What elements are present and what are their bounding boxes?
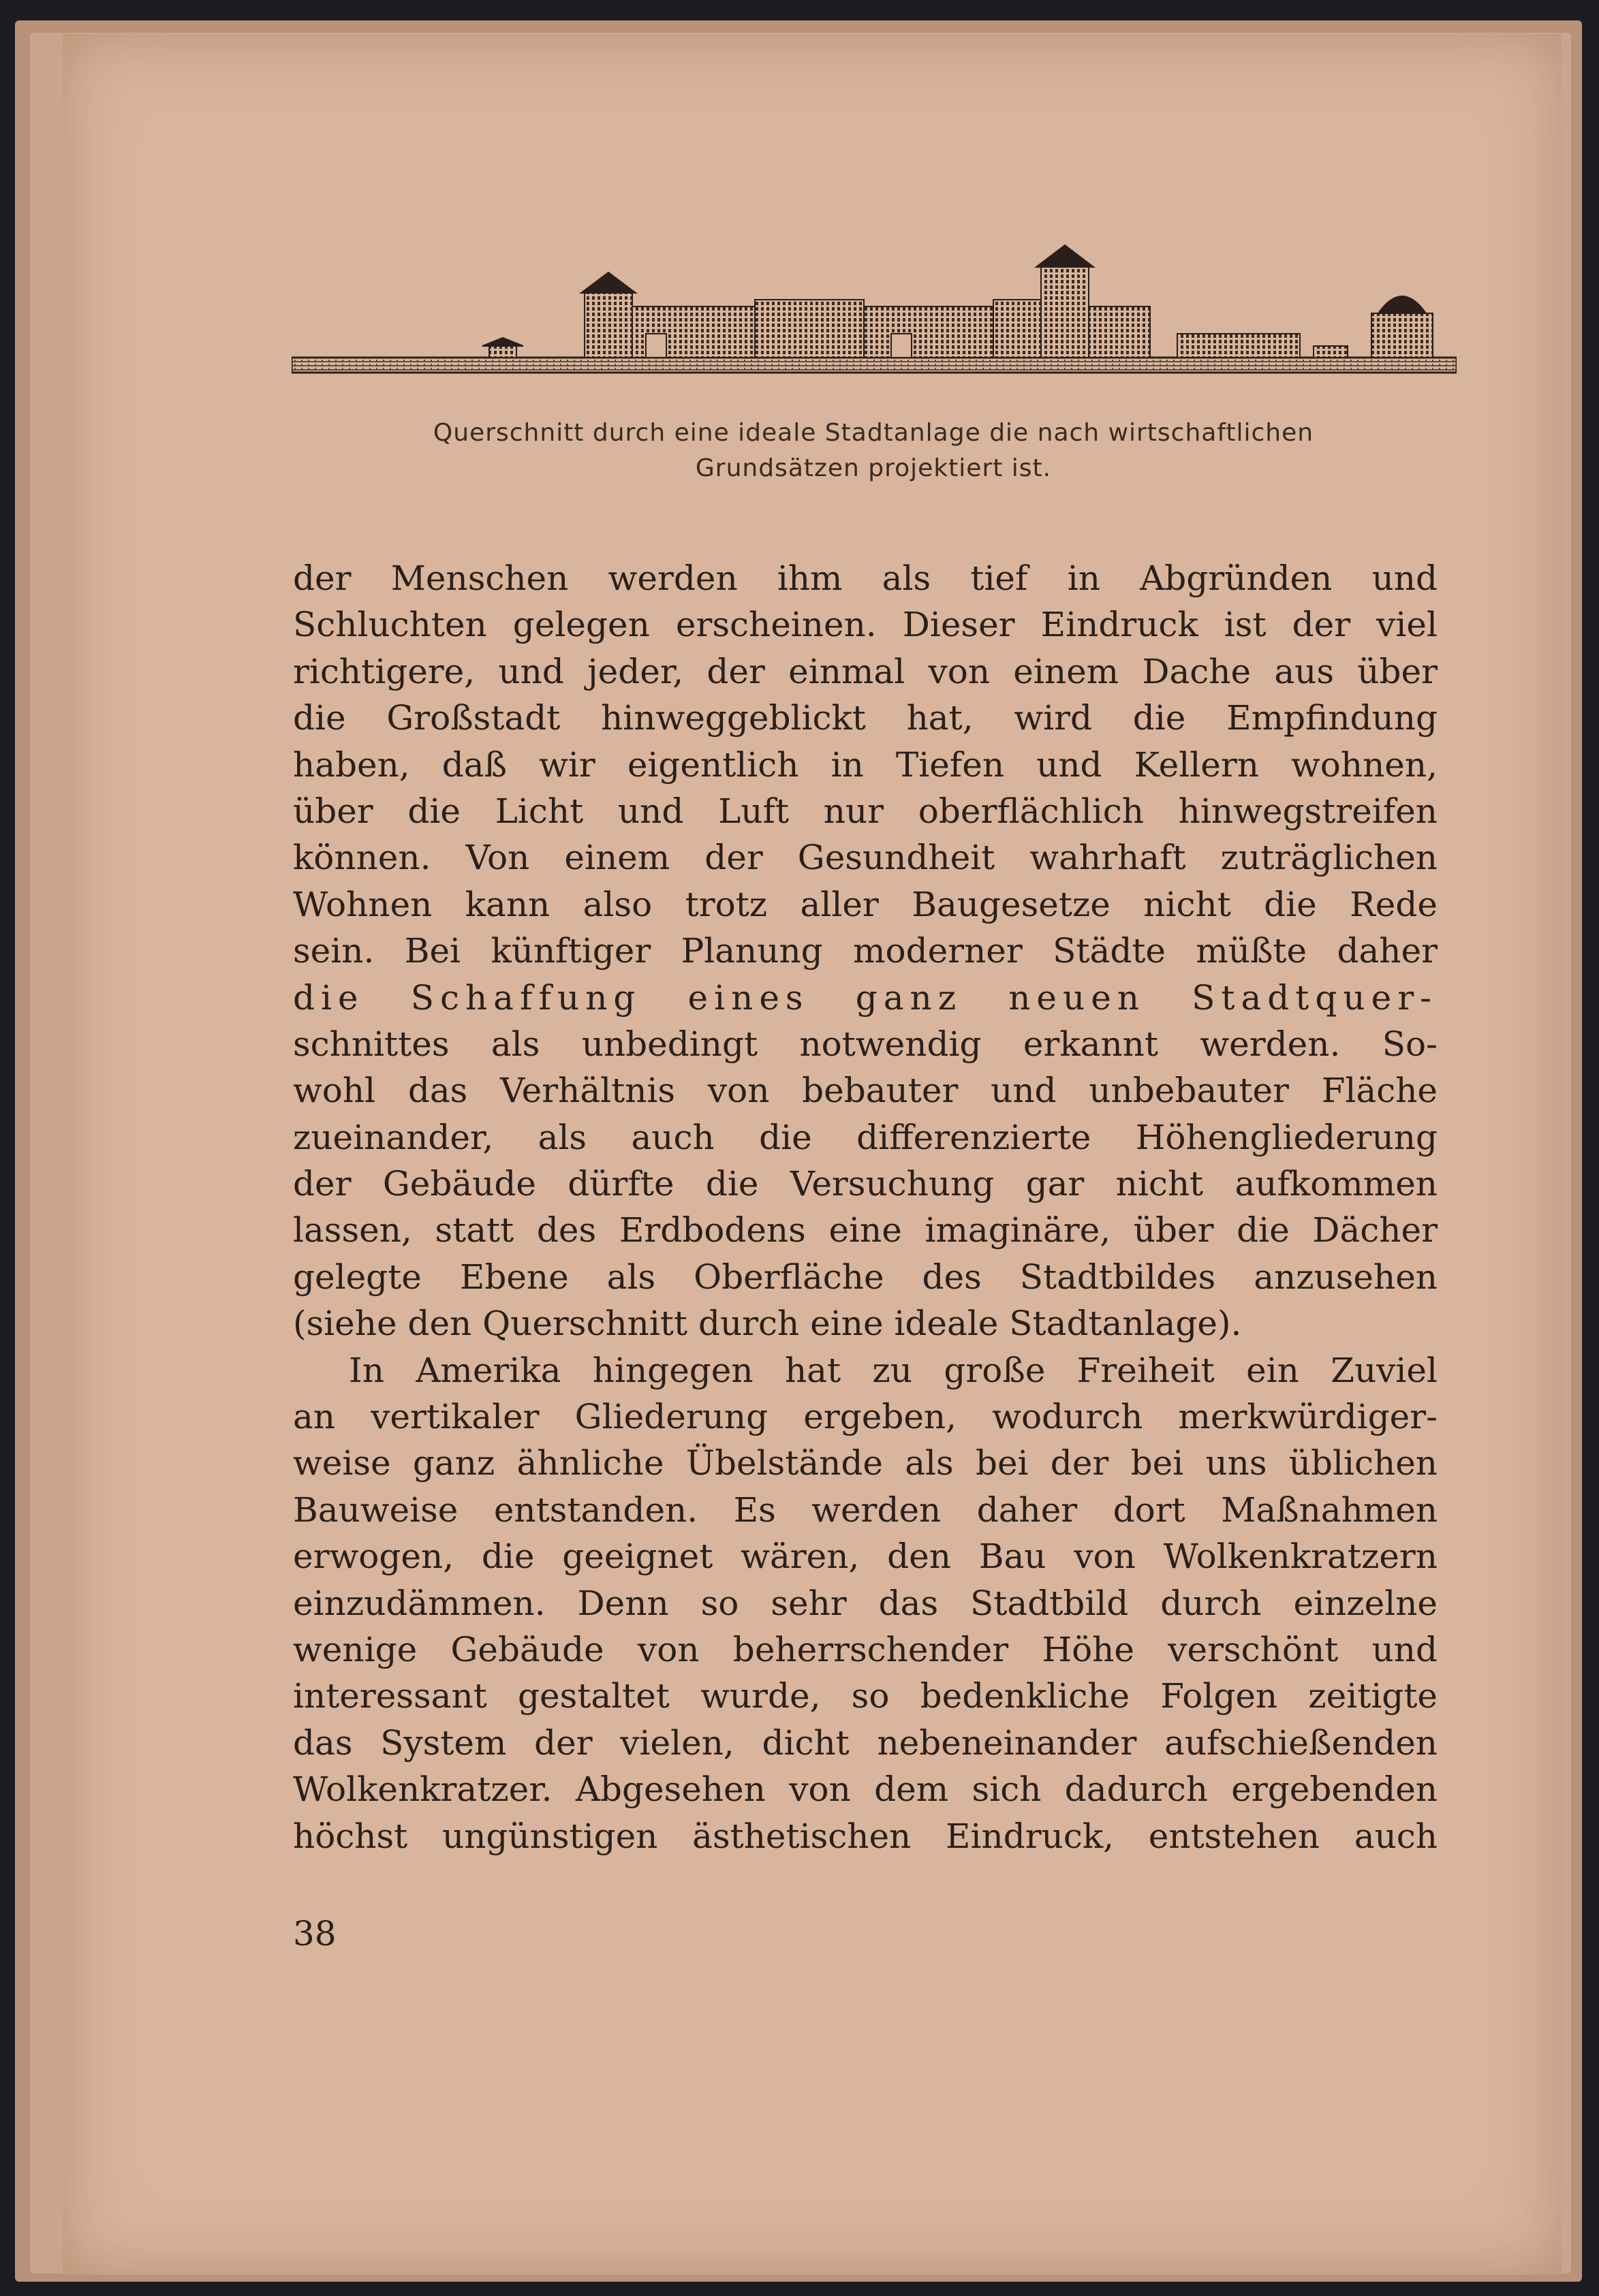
page-number: 38 [293, 1914, 337, 1953]
text-line: weise ganz ähnliche Übelstände als bei der bei uns üblichen [293, 1443, 1438, 1483]
city-cross-section-illustration [292, 225, 1457, 402]
text-line: das System der vielen, dicht nebeneinander aufschießenden [293, 1723, 1438, 1763]
text-line: einzudämmen. Denn so sehr das Stadtbild durch einzelne [293, 1583, 1438, 1623]
text-line: höchst ungünstigen ästhetischen Eindruck, entstehen auch [293, 1816, 1438, 1856]
text-line: der Gebäude dürfte die Versuchung gar nicht aufkommen [293, 1164, 1438, 1204]
text-line: der Menschen werden ihm als tief in Abgründen und [293, 559, 1438, 598]
text-line: interessant gestaltet wurde, so bedenkliche Folgen zeitigte [293, 1676, 1438, 1716]
text-line: die Schaffung eines ganz neuen Stadtquer- [293, 977, 1438, 1018]
text-line: über die Licht und Luft nur oberflächlich hinwegstreifen [293, 791, 1438, 831]
text-line: haben, daß wir eigentlich in Tiefen und Kellern wohnen, [293, 744, 1438, 785]
figure-caption [328, 415, 1418, 486]
text-line: wohl das Verhältnis von bebauter und unbebauter Fläche [293, 1071, 1438, 1111]
text-line: gelegte Ebene als Oberfläche des Stadtbildes anzusehen [293, 1257, 1438, 1297]
text-line: erwogen, die geeignet wären, den Bau von Wolkenkratzern [293, 1537, 1438, 1577]
text-line: (siehe den Querschnitt durch eine ideale Stadtanlage). [293, 1304, 1242, 1344]
text-line: lassen, statt des Erdbodens eine imaginäre, über die Dächer [293, 1210, 1438, 1251]
text-line: In Amerika hingegen hat zu große Freiheit ein Zuviel [349, 1350, 1438, 1390]
text-line: sein. Bei künftiger Planung moderner Städte müßte daher [293, 931, 1438, 971]
body-text [293, 555, 1438, 1859]
book-page [63, 34, 1562, 2275]
text-line: Wohnen kann also trotz aller Baugesetze nicht die Rede [293, 884, 1438, 924]
text-line: an vertikaler Gliederung ergeben, wodurch merkwürdiger- [293, 1397, 1438, 1437]
text-line: Bauweise entstanden. Es werden daher dort Maßnahmen [293, 1490, 1438, 1530]
text-line: können. Von einem der Gesundheit wahrhaft zuträglichen [293, 838, 1438, 878]
text-line: die Großstadt hinweggeblickt hat, wird die Empfindung [293, 698, 1438, 738]
text-line: richtigere, und jeder, der einmal von einem Dache aus über [293, 651, 1438, 691]
caption-line: Querschnitt durch eine ideale Stadtanlage die nach wirtschaftlichen [433, 419, 1314, 447]
caption-line: Grundsätzen projektiert ist. [695, 454, 1052, 482]
text-line: schnittes als unbedingt notwendig erkannt werden. So- [293, 1024, 1438, 1064]
text-line: Schluchten gelegen erscheinen. Dieser Eindruck ist der viel [293, 605, 1438, 645]
text-line: zueinander, als auch die differenzierte Höhengliederung [293, 1117, 1438, 1157]
text-line: wenige Gebäude von beherrschender Höhe verschönt und [293, 1629, 1438, 1669]
text-line: Wolkenkratzer. Abgesehen von dem sich dadurch ergebenden [293, 1770, 1438, 1810]
